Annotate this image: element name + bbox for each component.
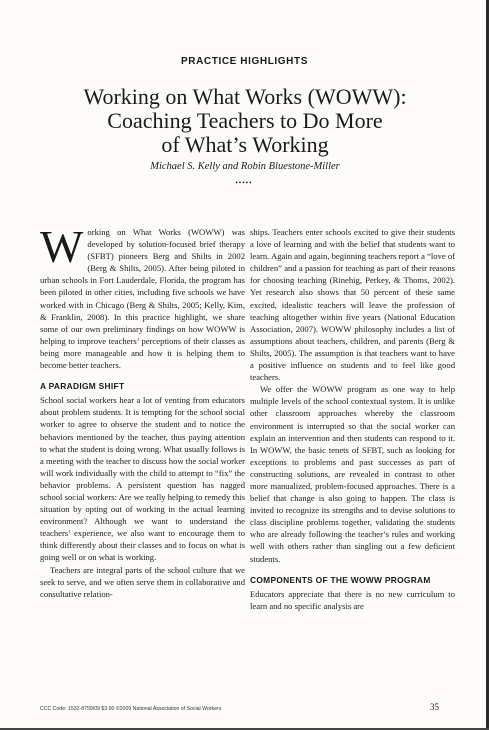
section-heading-paradigm-shift: A PARADIGM SHIFT: [40, 381, 125, 392]
footer-citation: CCC Code: 1532-8759/09 $3.00 ©2009 National Association of Social Workers: [40, 706, 222, 712]
body-paragraph: ships. Teachers enter schools excited to give their students a love of learning and with the belief that students want to learn. Again and again, beginning teachers report a “love of children” and a passion for teaching as part of their reasons for choosing teaching (Rinehig, Perkey, & Thoms, 2002). Yet research also shows that 50 percent of these same excited, idealistic teachers will leave the profession of teaching altogether within five years (National Education Association, 2007). WOWW philosophy includes a list of assumptions about teachers, children, and parents (Berg & Shilts, 2005). The assumption is that teachers want to have a positive influence on students and to feel like good teachers.: [250, 227, 455, 383]
section-label: PRACTICE HIGHLIGHTS: [181, 56, 308, 67]
body-paragraph: School social workers hear a lot of venting from educators about problem students. It is tempting for the school social worker to agree to observe the student and to notice the behaviors mentioned by the teacher, thus paying attention to what the student is doing wrong. What usually follows is a meeting with the teacher to discuss how the social worker will work individually with the child to attempt to “fix” the behavior problems. A persistent question has nagged school social workers: Are we really helping to remedy this situation by opting out of working in the actual learning environment? Although we want to understand the teachers’ experience, we also want to encourage them to think differently about their classes and to focus on what is going well or on what is working.: [40, 395, 245, 563]
body-paragraph: We offer the WOWW program as one way to help multiple levels of the school contextual system. It is unlike other classroom approaches whereby the classroom environment is interrupted so that the social worker can explain an intervention and then students can respond to it. In WOWW, the basic tenets of SFBT, such as looking for exceptions to problems and past successes as part of constructing solutions, are revealed in contrast to other more manualized, problem-focused approaches. There is a belief that change is also going to happen. The class is invited to recognize its strengths and to devise solutions to class discipline problems together, validating the students who are already following the teacher’s rules and working well with others rather than singling out a few deficient students.: [250, 384, 455, 564]
body-paragraph: Teachers are integral parts of the school culture that we seek to serve, and we often serve them in collaborative and consultative relation-: [40, 564, 245, 599]
title-line-2: Coaching Teachers to Do More: [107, 108, 383, 133]
right-column: [250, 226, 455, 612]
article-authors: Michael S. Kelly and Robin Bluestone-Miller: [150, 161, 340, 172]
section-heading-components: COMPONENTS OF THE WOWW PROGRAM: [250, 574, 431, 585]
intro-paragraph: [40, 221, 245, 371]
title-line-1: Working on What Works (WOWW):: [83, 84, 407, 109]
title-ornament: •••••: [235, 179, 253, 187]
body-paragraph: Educators appreciate that there is no new curriculum to learn and no specific analysis are: [250, 588, 455, 611]
intro-text: orking on What Works (WOWW) was developed by solution-focused brief therapy (SFBT) pioneers Berg and Shilts in 2002 (Berg & Shilts, 2005). After being piloted in urban schools in Fort Lauderdale, Florida, the program has been piloted in other cities, including five schools we have worked with in Chicago (Berg & Shilts, 2005; Kelly, Kim, & Franklin, 2008). In this practice highlight, we share some of our own preliminary findings on how WOWW is helping to improve teachers’ perceptions of their classes as being more manageable and how it is helping them to become better teachers.: [40, 227, 245, 371]
article-title: [40, 85, 450, 157]
drop-cap: W: [40, 221, 84, 272]
title-line-3: of What’s Working: [161, 132, 329, 157]
page-number: 35: [430, 702, 439, 712]
left-column: [40, 221, 245, 600]
